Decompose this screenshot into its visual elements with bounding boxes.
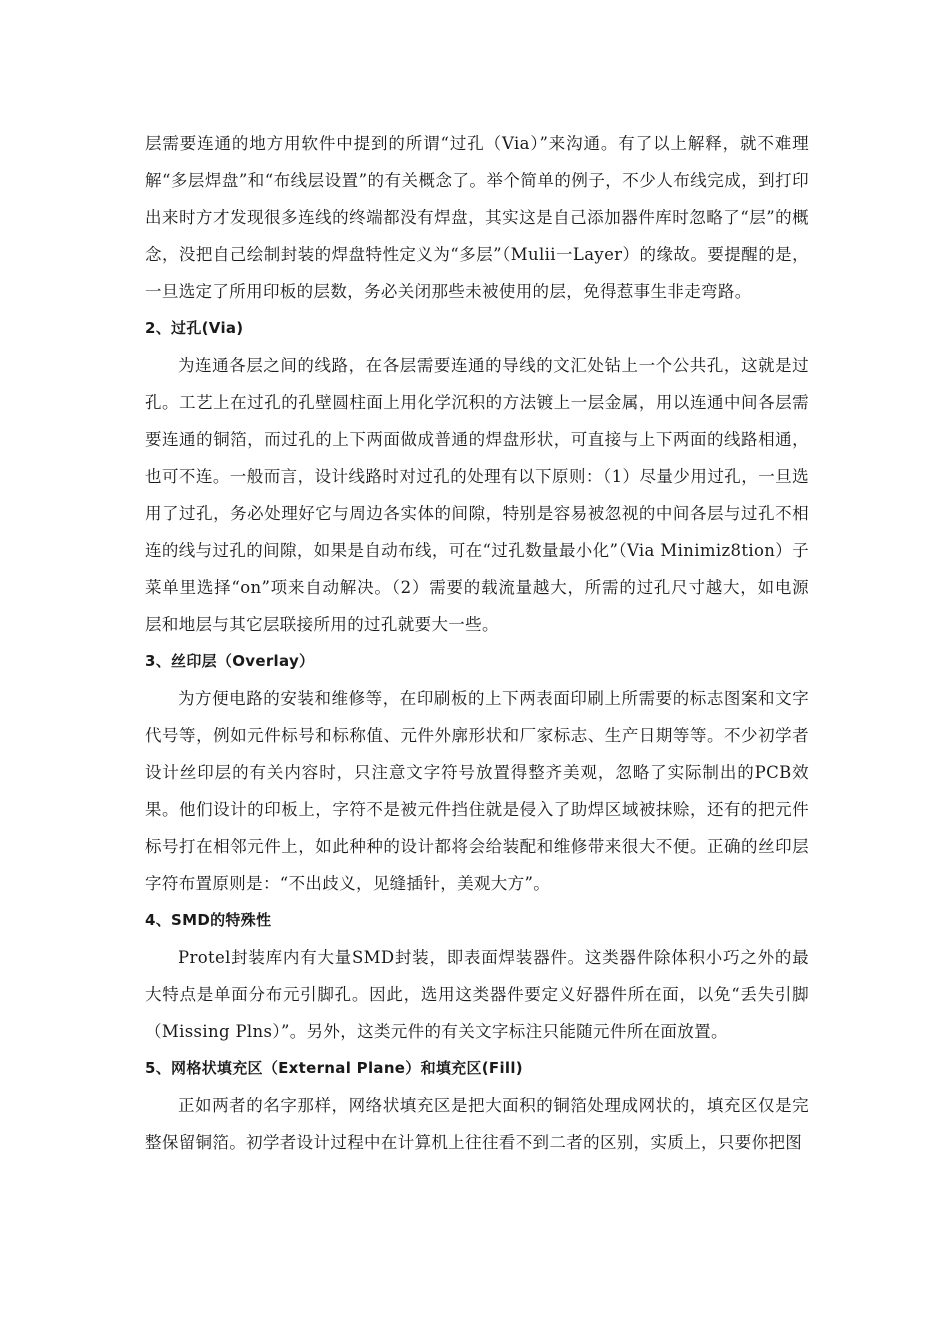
document-body: [145, 125, 809, 1161]
paragraph-layers-continued: 层需要连通的地方用软件中提到的所谓“过孔（Via）”来沟通。有了以上解释，就不难理解“多层焊盘”和“布线层设置”的有关概念了。举个简单的例子，不少人布线完成，到打印出来时方才发现很多连线的终端都没有焊盘，其实这是自己添加器件库时忽略了“层”的概念，没把自己绘制封装的焊盘特性定义为“多层”（Mulii一Layer）的缘故。要提醒的是，一旦选定了所用印板的层数，务必关闭那些未被使用的层，免得惹事生非走弯路。: [145, 134, 809, 301]
paragraph-smd: Protel封装库内有大量SMD封装，即表面焊装器件。这类器件除体积小巧之外的最大特点是单面分布元引脚孔。因此，选用这类器件要定义好器件所在面，以免“丢失引脚（Missing Plns）”。另外，这类元件的有关文字标注只能随元件所在面放置。: [145, 948, 809, 1041]
heading-via: 2、过孔(Via): [145, 319, 244, 337]
heading-plane-fill: 5、网格状填充区（External Plane）和填充区(Fill): [145, 1059, 523, 1077]
heading-smd: 4、SMD的特殊性: [145, 911, 272, 929]
paragraph-plane-fill: 正如两者的名字那样，网络状填充区是把大面积的铜箔处理成网状的，填充区仅是完整保留铜箔。初学者设计过程中在计算机上往往看不到二者的区别，实质上，只要你把图: [145, 1096, 809, 1152]
paragraph-via: 为连通各层之间的线路，在各层需要连通的导线的文汇处钻上一个公共孔，这就是过孔。工艺上在过孔的孔壁圆柱面上用化学沉积的方法镀上一层金属，用以连通中间各层需要连通的铜箔，而过孔的上下两面做成普通的焊盘形状，可直接与上下两面的线路相通，也可不连。一般而言，设计线路时对过孔的处理有以下原则：（1）尽量少用过孔，一旦选用了过孔，务必处理好它与周边各实体的间隙，特别是容易被忽视的中间各层与过孔不相连的线与过孔的间隙，如果是自动布线，可在“过孔数量最小化”（Via Minimiz8tion）子菜单里选择“on”项来自动解决。（2）需要的载流量越大，所需的过孔尺寸越大，如电源层和地层与其它层联接所用的过孔就要大一些。: [145, 356, 809, 634]
heading-overlay: 3、丝印层（Overlay）: [145, 652, 315, 670]
paragraph-overlay: 为方便电路的安装和维修等，在印刷板的上下两表面印刷上所需要的标志图案和文字代号等，例如元件标号和标称值、元件外廓形状和厂家标志、生产日期等等。不少初学者设计丝印层的有关内容时，只注意文字符号放置得整齐美观，忽略了实际制出的PCB效果。他们设计的印板上，字符不是被元件挡住就是侵入了助焊区域被抹赊，还有的把元件标号打在相邻元件上，如此种种的设计都将会给装配和维修带来很大不便。正确的丝印层字符布置原则是：“不出歧义，见缝插针，美观大方”。: [145, 689, 809, 893]
